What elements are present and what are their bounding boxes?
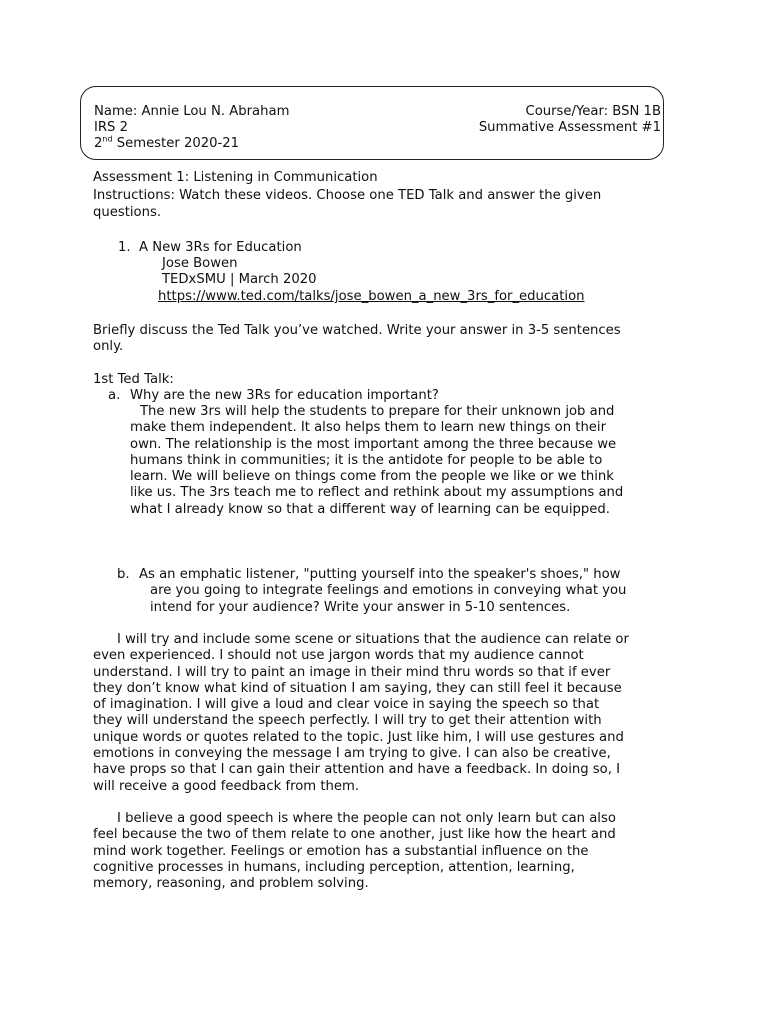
- answer-a-line: own. The relationship is the most important among the three because we: [130, 436, 617, 452]
- instructions-line-1: Instructions: Watch these videos. Choose one TED Talk and answer the given: [93, 188, 602, 203]
- question-a-text: Why are the new 3Rs for education important?: [130, 388, 439, 403]
- answer-a-line: make them independent. It also helps them to learn new things on their: [130, 420, 607, 436]
- answer-a-line: what I already know so that a different way of learning can be equipped.: [130, 501, 610, 517]
- subject-code: IRS 2: [94, 120, 129, 135]
- assessment-label: Summative Assessment #1: [478, 120, 661, 135]
- answer-a-line: like us. The 3rs teach me to reflect and rethink about my assumptions and: [130, 485, 624, 501]
- paragraph-1-line: will receive a good feedback from them.: [93, 778, 360, 794]
- talk-speaker: Jose Bowen: [162, 256, 238, 271]
- question-b-marker: b.: [117, 567, 130, 582]
- paragraph-1-line: emotions in conveying the message I am trying to give. I can also be creative,: [93, 746, 611, 762]
- prompt-line-1: Briefly discuss the Ted Talk you’ve watched. Write your answer in 3-5 sentences: [93, 323, 621, 338]
- paragraph-1-line: unique words or quotes related to the topic. Just like him, I will use gestures and: [93, 729, 624, 745]
- header-box: [80, 86, 664, 160]
- prompt-line-2: only.: [93, 339, 124, 354]
- paragraph-1-line: understand. I will try to paint an image in their mind thru words so that if ever: [93, 664, 611, 680]
- question-b-line: As an emphatic listener, "putting yourself into the speaker's shoes," how: [139, 567, 621, 582]
- semester-number: 2: [94, 136, 103, 151]
- paragraph-1-line: even experienced. I should not use jargon words that my audience cannot: [93, 648, 584, 664]
- paragraph-2-line: I believe a good speech is where the people can not only learn but can also: [117, 811, 616, 826]
- student-name: Name: Annie Lou N. Abraham: [94, 104, 290, 119]
- question-b-line: are you going to integrate feelings and emotions in conveying what you: [150, 583, 627, 599]
- question-b-text: [139, 567, 659, 616]
- answer-a-line: learn. We will believe on things come from the people we like or we think: [130, 469, 614, 485]
- paragraph-2: [93, 811, 674, 892]
- instructions-line-2: questions.: [93, 205, 162, 220]
- paragraph-1-line: they will understand the speech perfectly. I will try to get their attention with: [93, 713, 602, 729]
- assessment-title: Assessment 1: Listening in Communication: [93, 170, 378, 185]
- talk-number: 1.: [118, 240, 131, 255]
- semester-ordinal: nd: [102, 134, 113, 144]
- semester: [94, 136, 239, 152]
- talk-event: TEDxSMU | March 2020: [162, 272, 317, 287]
- talk-title: A New 3Rs for Education: [139, 240, 302, 255]
- paragraph-1-line: I will try and include some scene or situations that the audience can relate or: [117, 632, 629, 647]
- paragraph-2-line: mind work together. Feelings or emotion has a substantial influence on the: [93, 843, 589, 859]
- answer-a: [130, 404, 674, 518]
- paragraph-2-line: memory, reasoning, and problem solving.: [93, 876, 369, 892]
- answer-a-line: The new 3rs will help the students to prepare for their unknown job and: [140, 404, 615, 419]
- paragraph-1-line: have props so that I can gain their attention and have a feedback. In doing so, I: [93, 762, 621, 778]
- question-b-line: intend for your audience? Write your answer in 5-10 sentences.: [150, 599, 571, 615]
- question-a-marker: a.: [108, 388, 121, 403]
- paragraph-2-line: feel because the two of them relate to one another, just like how the heart and: [93, 827, 616, 843]
- paragraph-2-line: cognitive processes in humans, including perception, attention, learning,: [93, 859, 575, 875]
- paragraph-1-line: of imagination. I will give a loud and clear voice in saying the speech so that: [93, 697, 600, 713]
- semester-text: Semester 2020-21: [112, 136, 240, 151]
- paragraph-1-line: they don’t know what kind of situation I am saying, they can still feel it because: [93, 680, 622, 696]
- section-label: 1st Ted Talk:: [93, 372, 174, 387]
- talk-url-link[interactable]: https://www.ted.com/talks/jose_bowen_a_new_3rs_for_education: [158, 289, 585, 304]
- paragraph-1: [93, 632, 674, 795]
- course-year: Course/Year: BSN 1B: [525, 104, 661, 119]
- answer-a-line: humans think in communities; it is the antidote for people to be able to: [130, 452, 603, 468]
